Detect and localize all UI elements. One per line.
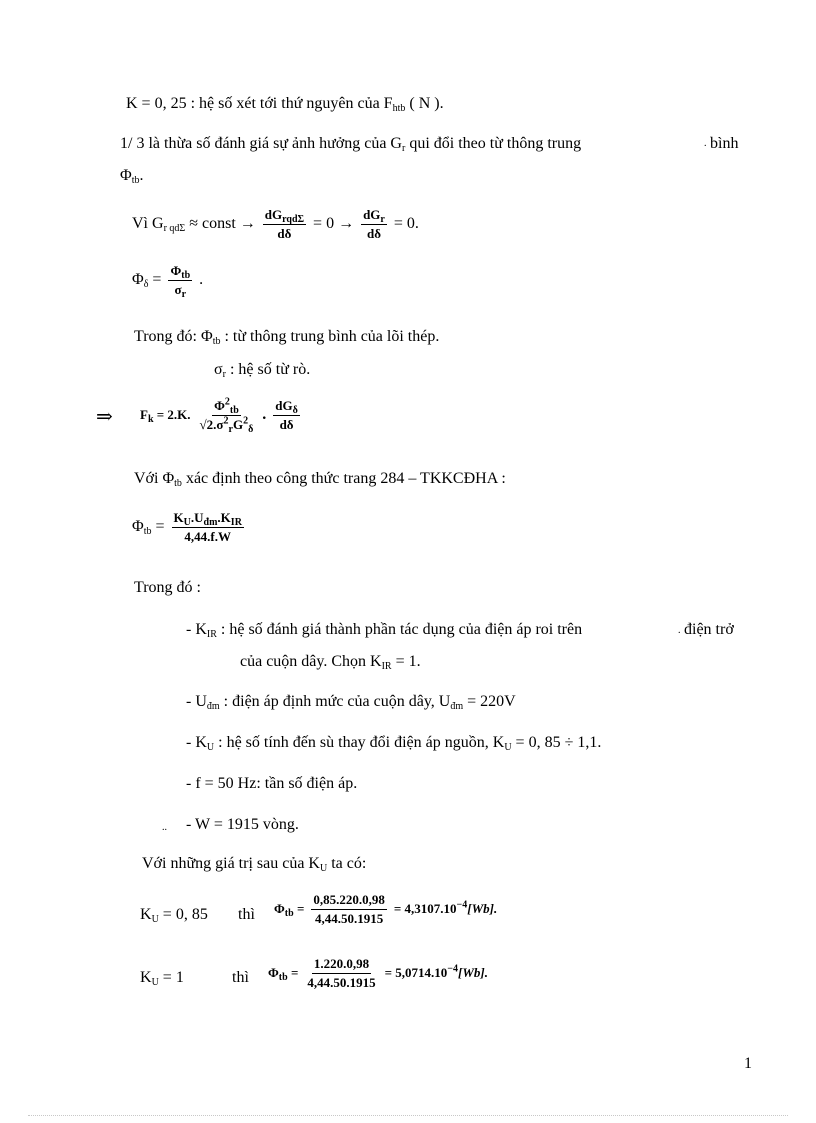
derivative-equation: Vì $G_{r qd\Sigma}$ ≈ const → $\frac{dG_{rqd\Sigma}}{d\delta}$ = 0 → $\frac{dG_r}{d\delta}$ = 0. bbox=[132, 207, 419, 241]
result-ku-085-label: $K_U = 0$, 85 bbox=[140, 906, 208, 925]
phi-tb-formula: $\Phi_{tb}$ = $\frac{K_U.U_{đm}.K_{IR}}{4,44.f.W}$ bbox=[132, 510, 242, 544]
stray-dots: .. bbox=[162, 822, 167, 833]
result-ku-085-formula: $\Phi_{tb}$ = $\frac{0,85.220.0,98}{4,44.50.1915}$ = $4,3107.10^{-4}[Wb]$. bbox=[274, 892, 498, 926]
sigma-line: $\sigma_r$ : hệ số từ rò. bbox=[214, 361, 311, 380]
result-ku-1-then: thì bbox=[232, 969, 249, 986]
result-ku-1-label: $K_U = 1$ bbox=[140, 969, 184, 988]
stray-dot: . bbox=[704, 138, 707, 149]
factor-third-line-end: bình bbox=[710, 135, 739, 152]
phi-delta-equation: $\Phi_\delta$ = $\frac{\Phi_{tb}}{\sigma_r}$ . bbox=[132, 263, 204, 300]
result-ku-085-then: thì bbox=[238, 906, 255, 923]
frequency-line: - f = 50 Hz: tần số điện áp. bbox=[186, 775, 358, 792]
where-phi-line: Trong đó: $\Phi_{tb}$ : từ thông trung bình của lõi thép. bbox=[134, 328, 440, 347]
kir-definition-cont: của cuộn dây. Chọn $K_{IR} = 1$. bbox=[240, 653, 421, 672]
with-phi-line: Với $\Phi_{tb}$ xác định theo công thức trang 284 – TKKCĐHA : bbox=[134, 470, 506, 489]
stray-dot: . bbox=[678, 625, 681, 636]
implies-symbol: ⇒ bbox=[96, 406, 113, 428]
turns-line: - W = 1915 vòng. bbox=[186, 816, 299, 833]
ku-definition: - $K_U$ : hệ số tính đến sù thay đổi điện áp nguồn, $K_U = 0$, 85 ÷ 1,1. bbox=[186, 734, 602, 753]
where-heading: Trong đó : bbox=[134, 579, 201, 596]
phi-tb-line: $\Phi_{tb}$. bbox=[120, 167, 144, 186]
footer-divider bbox=[28, 1115, 788, 1116]
udm-definition: - $U_{đm}$ : điện áp định mức của cuộn dây, $U_{đm} = 220V$ bbox=[186, 693, 516, 712]
values-intro: Với những giá trị sau của $K_U$ ta có: bbox=[142, 855, 367, 874]
kir-definition: - $K_{IR}$ : hệ số đánh giá thành phần tác dụng của điện áp roi trên bbox=[186, 621, 583, 640]
page-number: 1 bbox=[744, 1055, 752, 1072]
kir-definition-end: điện trở bbox=[684, 621, 734, 638]
force-equation: $F_k = 2.K$. $\frac{\Phi^2_{tb}}{√2.\sigma^2_rG^2_\delta}$ . $\frac{dG_\delta}{d\delta}$ bbox=[140, 396, 298, 435]
factor-third-line: 1/ 3 là thừa số đánh giá sự ảnh hưởng của $G_r$ qui đổi theo từ thông trung bbox=[120, 135, 582, 154]
k-coefficient-line: K = 0, 25 : hệ số xét tới thứ nguyên của $F_{htb}$ ( N ). bbox=[126, 95, 444, 114]
result-ku-1-formula: $\Phi_{tb}$ = $\frac{1.220.0,98}{4,44.50.1915}$ = $5,0714.10^{-4}[Wb]$. bbox=[268, 956, 488, 990]
